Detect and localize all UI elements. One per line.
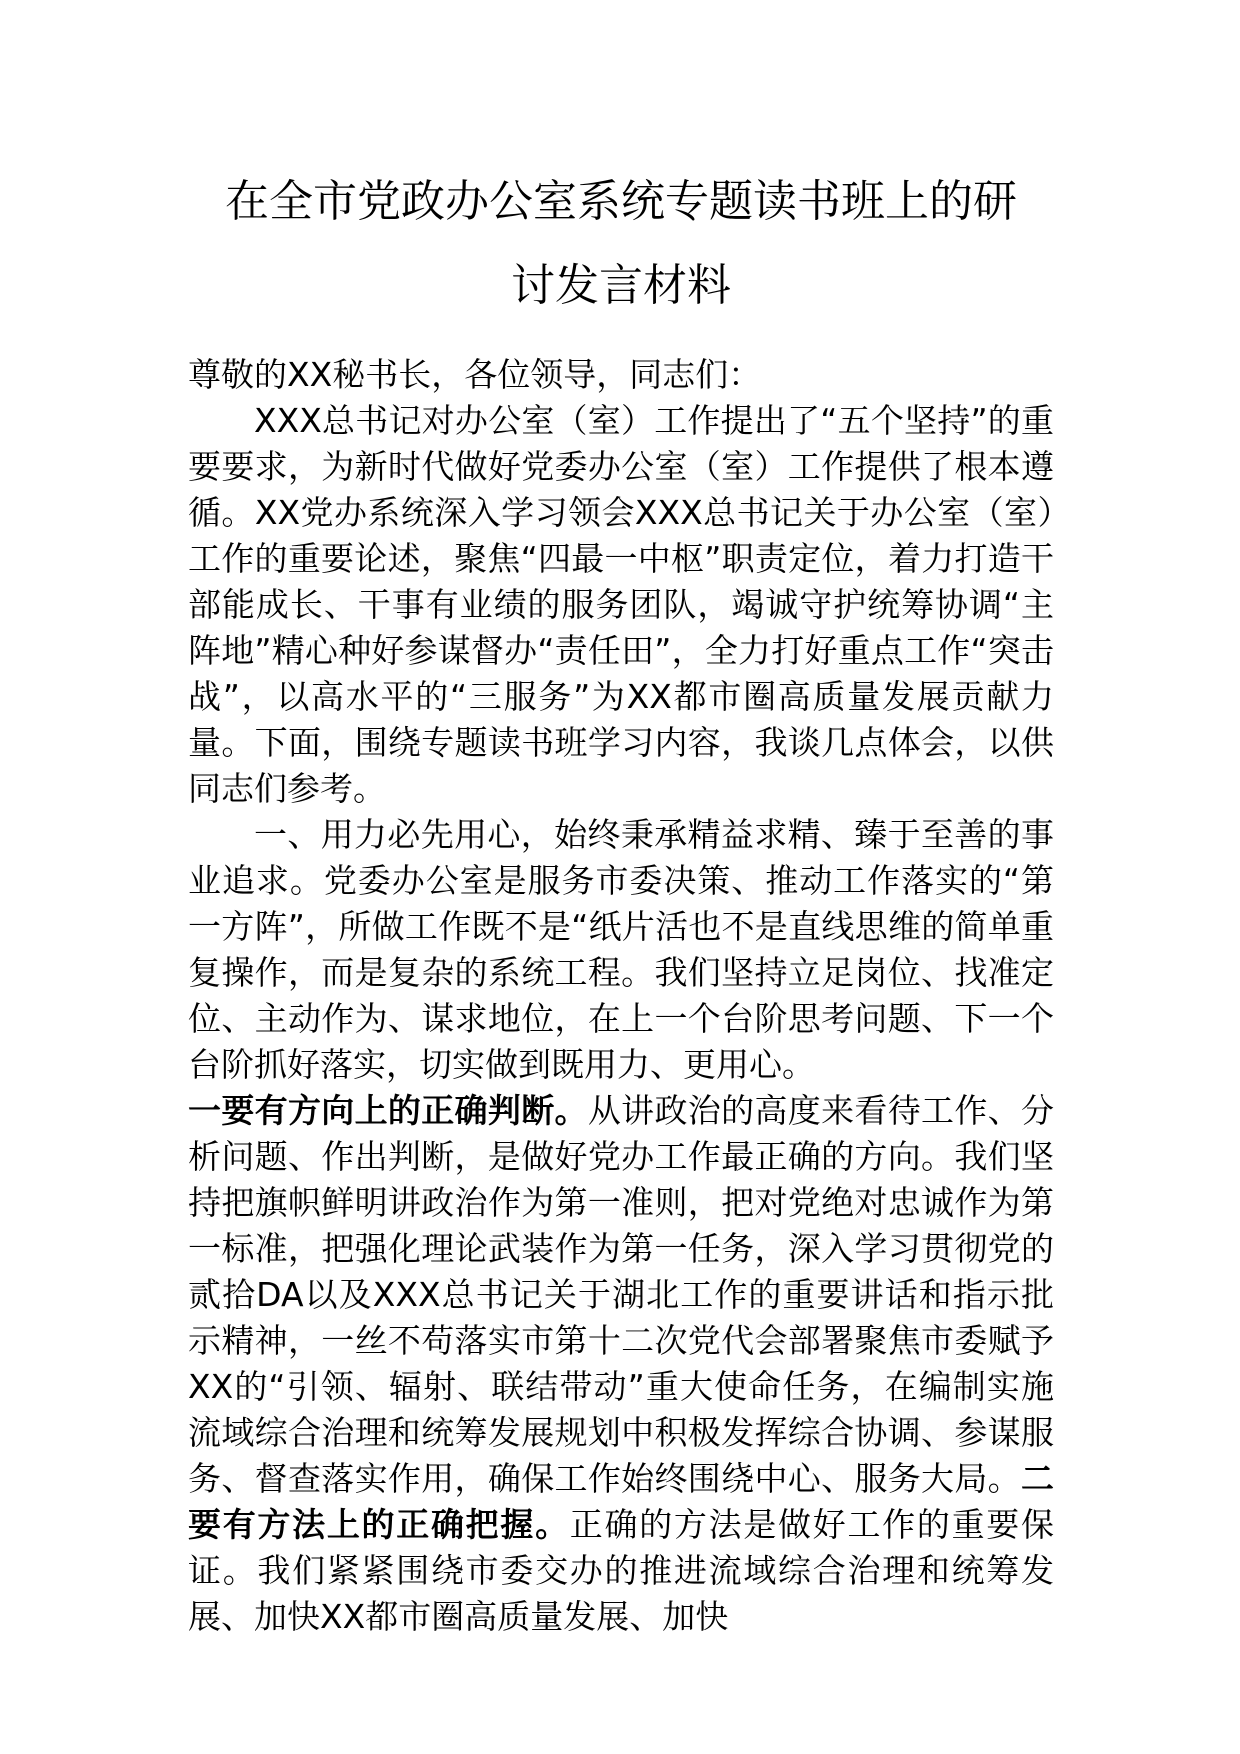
point-one-heading: 一要有方向上的正确判断。 xyxy=(188,1091,588,1130)
point-one-text: 从讲政治的高度来看待工作、分析问题、作出判断，是做好党办工作最正确的方向。我们坚持把旗帜鲜明讲政治作为第一准则，把对党绝对忠诚作为第一标准，把强化理论武装作为第一任务，深入学习贯彻党的贰拾DA以及XXX总书记关于湖北工作的重要讲话和指示批示精神，一丝不苟落实市第十二次党代会部署聚焦市委赋予XX的“引领、辐射、联结带动”重大使命任务，在编制实施流域综合治理和统筹发展规划中积极发挥综合协调、参谋服务、督查落实作用，确保工作始终围绕中心、服务大局。 xyxy=(188,1091,1055,1498)
document-title xyxy=(188,160,1054,328)
salutation: 尊敬的XX秘书长，各位领导，同志们： xyxy=(188,355,762,394)
document-page xyxy=(188,160,1054,1640)
paragraph-intro: XXX总书记对办公室（室）工作提出了“五个坚持”的重要要求，为新时代做好党委办公室（室）工作提供了根本遵循。XX党办系统深入学习领会XXX总书记关于办公室（室）工作的重要论述，聚焦“四最一中枢”职责定位，着力打造干部能成长、干事有业绩的服务团队，竭诚守护统筹协调“主阵地”精心种好参谋督办“责任田”，全力打好重点工作“突击战”，以高水平的“三服务”为XX都市圈高质量发展贡献力量。下面，围绕专题读书班学习内容，我谈几点体会，以供同志们参考。 xyxy=(188,401,1054,808)
paragraph-points xyxy=(188,1088,1054,1640)
paragraph-section-one: 一、用力必先用心，始终秉承精益求精、臻于至善的事业追求。党委办公室是服务市委决策、推动工作落实的“第一方阵”，所做工作既不是“纸片活也不是直线思维的简单重复操作，而是复杂的系统工程。我们坚持立足岗位、找准定位、主动作为、谋求地位，在上一个台阶思考问题、下一个台阶抓好落实，切实做到既用力、更用心。 xyxy=(188,815,1054,1084)
title-line-2: 讨发言材料 xyxy=(511,260,731,311)
point-two-text: 正确的方法是做好工作的重要保证。我们紧紧围绕市委交办的推进流域综合治理和统筹发展、加快XX都市圈高质量发展、加快 xyxy=(188,1505,1055,1636)
point-two-heading: 二要有方法上的正确把握。 xyxy=(188,1459,1054,1544)
title-line-1: 在全市党政办公室系统专题读书班上的研 xyxy=(225,176,1017,227)
